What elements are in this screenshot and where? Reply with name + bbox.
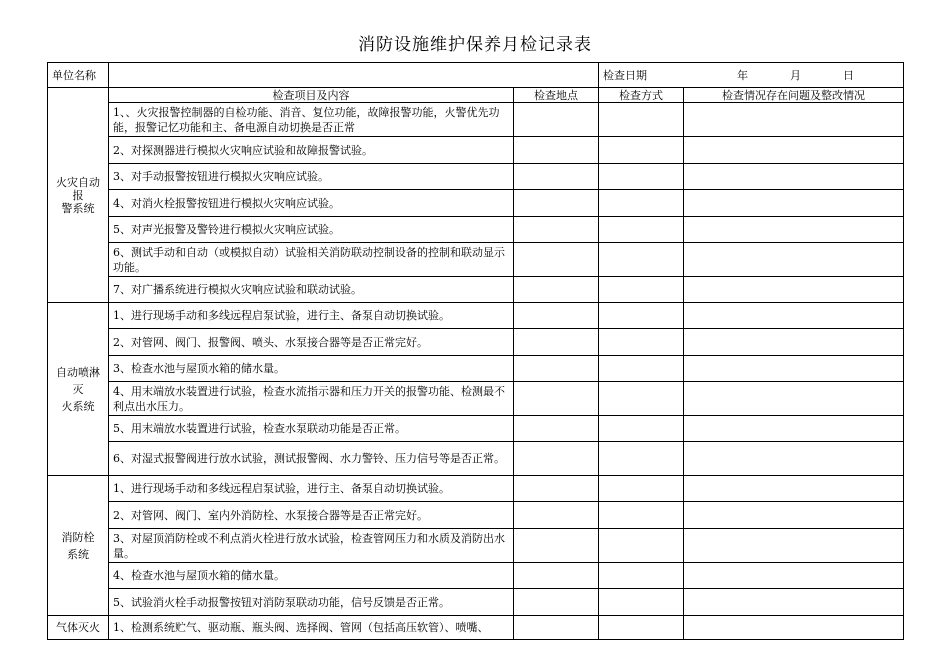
table-row: [48, 137, 904, 164]
table-row: [48, 190, 904, 217]
inspection-item: 5、用末端放水装置进行试验，检查水泵联动功能是否正常。: [109, 416, 514, 442]
system-name-line: 气体灭火: [56, 621, 100, 634]
location-cell[interactable]: [514, 303, 599, 329]
table-row: [48, 529, 904, 563]
system-name-line: 系统: [67, 547, 89, 561]
method-cell[interactable]: [599, 329, 684, 356]
result-cell[interactable]: [684, 529, 904, 563]
inspection-item: 1、检测系统贮气、驱动瓶、瓶头阀、选择阀、管网（包括高压软管）、喷嘴、: [109, 616, 514, 640]
result-cell[interactable]: [684, 616, 904, 640]
method-cell[interactable]: [599, 243, 684, 277]
result-cell[interactable]: [684, 476, 904, 502]
location-cell[interactable]: [514, 277, 599, 303]
table-row: [48, 217, 904, 243]
system-name-line: 警系统: [61, 201, 95, 215]
location-cell[interactable]: [514, 382, 599, 416]
date-month: 月: [790, 68, 801, 82]
method-cell[interactable]: [599, 442, 684, 476]
table-row: [48, 382, 904, 416]
system-name-line: 消防栓: [61, 530, 95, 544]
method-cell[interactable]: [599, 563, 684, 589]
inspection-item: 4、检查水池与屋顶水箱的储水量。: [109, 563, 514, 589]
table-row: [48, 502, 904, 529]
column-header-method: 检查方式: [599, 88, 684, 103]
inspection-item: 2、对探测器进行模拟火灾响应试验和故障报警试验。: [109, 137, 514, 164]
column-header-item: 检查项目及内容: [109, 88, 514, 103]
result-cell[interactable]: [684, 416, 904, 442]
method-cell[interactable]: [599, 190, 684, 217]
inspection-item: 4、用末端放水装置进行试验，检查水流指示器和压力开关的报警功能、检测最不利点出水压力。: [109, 382, 514, 416]
method-cell[interactable]: [599, 416, 684, 442]
method-cell[interactable]: [599, 103, 684, 137]
location-cell[interactable]: [514, 589, 599, 616]
result-cell[interactable]: [684, 563, 904, 589]
location-cell[interactable]: [514, 416, 599, 442]
inspection-item: 6、测试手动和自动（或模拟自动）试验相关消防联动控制设备的控制和联动显示功能。: [109, 243, 514, 277]
inspection-item: 2、对管网、阀门、室内外消防栓、水泵接合器等是否正常完好。: [109, 502, 514, 529]
system-name-line: 火灾自动: [56, 175, 100, 189]
system-fire-alarm: [48, 88, 109, 303]
method-cell[interactable]: [599, 529, 684, 563]
location-cell[interactable]: [514, 476, 599, 502]
location-cell[interactable]: [514, 190, 599, 217]
result-cell[interactable]: [684, 442, 904, 476]
inspection-item: 4、对消火栓报警按钮进行模拟火灾响应试验。: [109, 190, 514, 217]
result-cell[interactable]: [684, 589, 904, 616]
unit-name-label: 单位名称: [48, 63, 109, 88]
system-name-line: 自动喷淋: [56, 365, 100, 379]
result-cell[interactable]: [684, 164, 904, 190]
column-header-location: 检查地点: [514, 88, 599, 103]
location-cell[interactable]: [514, 356, 599, 382]
table-row: [48, 164, 904, 190]
method-cell[interactable]: [599, 303, 684, 329]
inspection-item: 1、、火灾报警控制器的自检功能、消音、复位功能，故障报警功能，火警优先功能，报警记忆功能和主、备电源自动切换是否正常: [109, 103, 514, 137]
inspection-item: 2、对管网、阀门、报警阀、喷头、水泵接合器等是否正常完好。: [109, 329, 514, 356]
location-cell[interactable]: [514, 616, 599, 640]
location-cell[interactable]: [514, 137, 599, 164]
method-cell[interactable]: [599, 382, 684, 416]
table-row: [48, 356, 904, 382]
inspection-item: 3、对手动报警按钮进行模拟火灾响应试验。: [109, 164, 514, 190]
location-cell[interactable]: [514, 243, 599, 277]
location-cell[interactable]: [514, 103, 599, 137]
inspection-item: 1、进行现场手动和多线远程启泵试验，进行主、备泵自动切换试验。: [109, 476, 514, 502]
method-cell[interactable]: [599, 616, 684, 640]
table-row: [48, 243, 904, 277]
inspection-item: 6、对湿式报警阀进行放水试验，测试报警阀、水力警铃、压力信号等是否正常。: [109, 442, 514, 476]
method-cell[interactable]: [599, 217, 684, 243]
system-hydrant: [48, 476, 109, 616]
method-cell[interactable]: [599, 137, 684, 164]
result-cell[interactable]: [684, 303, 904, 329]
table-row: [48, 589, 904, 616]
table-row: [48, 329, 904, 356]
column-header-row: [48, 88, 904, 103]
location-cell[interactable]: [514, 442, 599, 476]
result-cell[interactable]: [684, 243, 904, 277]
table-row: [48, 416, 904, 442]
method-cell[interactable]: [599, 502, 684, 529]
table-row: [48, 442, 904, 476]
date-label: 检查日期: [603, 68, 647, 82]
system-name-line: 报: [72, 188, 84, 202]
date-year: 年: [737, 68, 748, 82]
location-cell[interactable]: [514, 217, 599, 243]
location-cell[interactable]: [514, 329, 599, 356]
table-row: [48, 563, 904, 589]
inspection-item: 1、进行现场手动和多线远程启泵试验，进行主、备泵自动切换试验。: [109, 303, 514, 329]
result-cell[interactable]: [684, 356, 904, 382]
column-header-result: 检查情况存在问题及整改情况: [684, 88, 904, 103]
result-cell[interactable]: [684, 329, 904, 356]
method-cell[interactable]: [599, 277, 684, 303]
location-cell[interactable]: [514, 502, 599, 529]
result-cell[interactable]: [684, 190, 904, 217]
inspection-item: 3、对屋顶消防栓或不利点消火栓进行放水试验，检查管网压力和水质及消防出水量。: [109, 529, 514, 563]
page-title: 消防设施维护保养月检记录表: [358, 35, 592, 55]
system-sprinkler: [48, 303, 109, 476]
inspection-item: 5、试验消火栓手动报警按钮对消防泵联动功能，信号反馈是否正常。: [109, 589, 514, 616]
result-cell[interactable]: [684, 382, 904, 416]
result-cell[interactable]: [684, 502, 904, 529]
method-cell[interactable]: [599, 589, 684, 616]
result-cell[interactable]: [684, 217, 904, 243]
table-row: [48, 476, 904, 502]
result-cell[interactable]: [684, 277, 904, 303]
header-row: [48, 63, 904, 88]
method-cell[interactable]: [599, 356, 684, 382]
table-row: [48, 303, 904, 329]
result-cell[interactable]: [684, 103, 904, 137]
table-row: [48, 103, 904, 137]
inspection-item: 7、对广播系统进行模拟火灾响应试验和联动试验。: [109, 277, 514, 303]
date-day: 日: [843, 68, 854, 82]
location-cell[interactable]: [514, 529, 599, 563]
system-gas-extinguishing: [48, 616, 109, 640]
inspection-table: [47, 62, 904, 640]
inspection-item: 5、对声光报警及警铃进行模拟火灾响应试验。: [109, 217, 514, 243]
inspection-item: 3、检查水池与屋顶水箱的储水量。: [109, 356, 514, 382]
table-row: [48, 616, 904, 640]
unit-name-field[interactable]: [109, 63, 599, 88]
inspection-date-field[interactable]: [599, 63, 904, 88]
location-cell[interactable]: [514, 563, 599, 589]
method-cell[interactable]: [599, 476, 684, 502]
table-row: [48, 277, 904, 303]
system-name-line: 灭: [72, 382, 84, 396]
location-cell[interactable]: [514, 164, 599, 190]
result-cell[interactable]: [684, 137, 904, 164]
system-name-line: 火系统: [61, 399, 95, 413]
method-cell[interactable]: [599, 164, 684, 190]
